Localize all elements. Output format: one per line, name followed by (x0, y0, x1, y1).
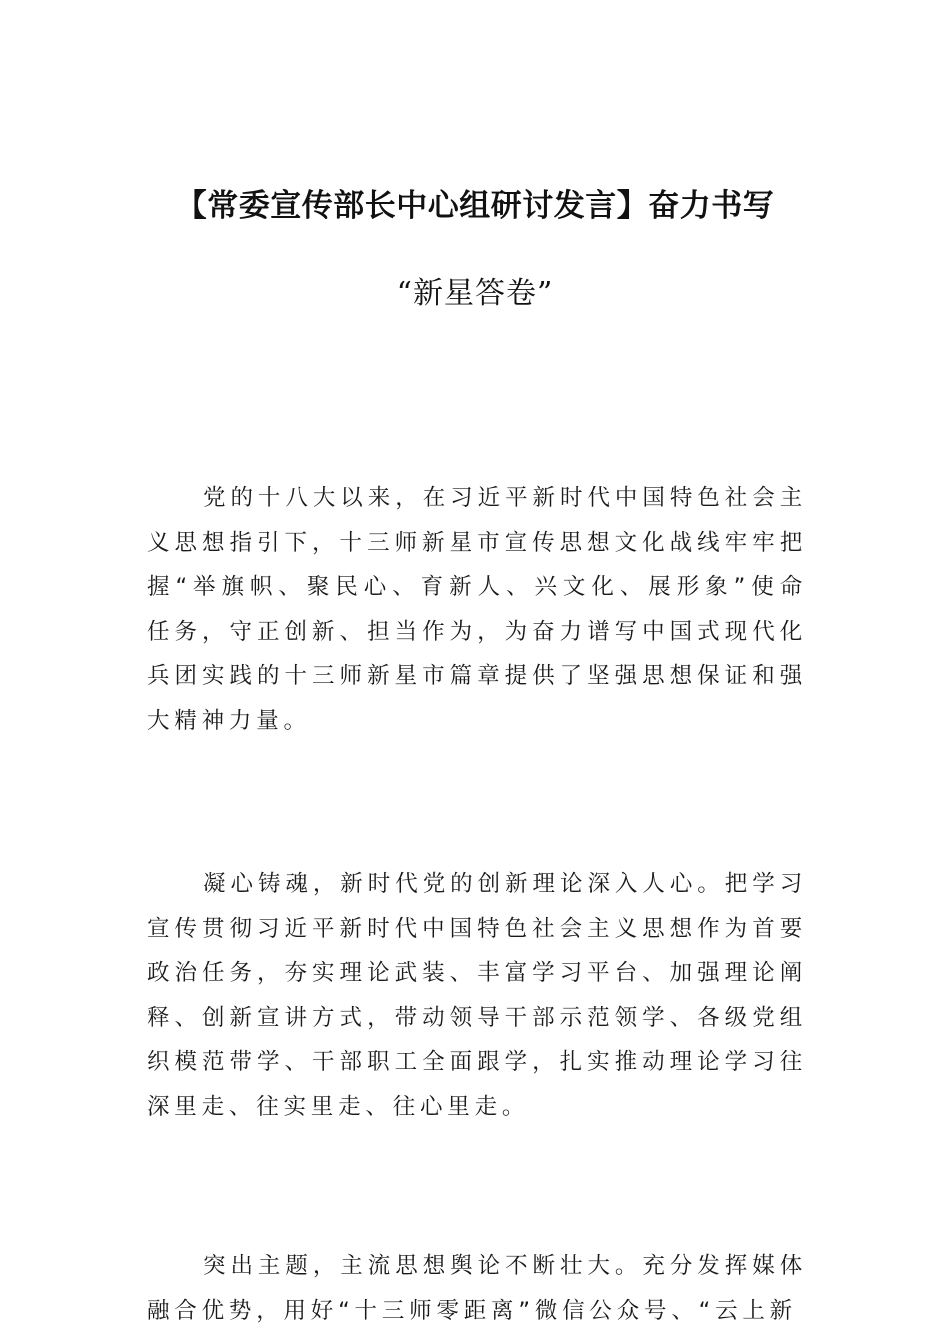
paragraph-theory: 凝心铸魂，新时代党的创新理论深入人心。把学习宣传贯彻习近平新时代中国特色社会主义思想作为首要政治任务，夯实理论武装、丰富学习平台、加强理论阐释、创新宣讲方式，带动领导干部示范领学、各级党组织模范带学、干部职工全面跟学，扎实推动理论学习往深里走、往实里走、往心里走。 (147, 871, 807, 1120)
paragraph-media: 突出主题，主流思想舆论不断壮大。充分发挥媒体融合优势，用好“十三师零距离”微信公众号、“云上新 (147, 1253, 807, 1324)
paragraph-intro: 党的十八大以来，在习近平新时代中国特色社会主义思想指引下，十三师新星市宣传思想文化战线牢牢把握“举旗帜、聚民心、育新人、兴文化、展形象”使命任务，守正创新、担当作为，为奋力谱写中国式现代化兵团实践的十三师新星市篇章提供了坚强思想保证和强大精神力量。 (147, 485, 807, 734)
document-subtitle: “新星答卷” (396, 276, 554, 311)
document-title: 【常委宣传部长中心组研讨发言】奋力书写 (175, 188, 775, 224)
